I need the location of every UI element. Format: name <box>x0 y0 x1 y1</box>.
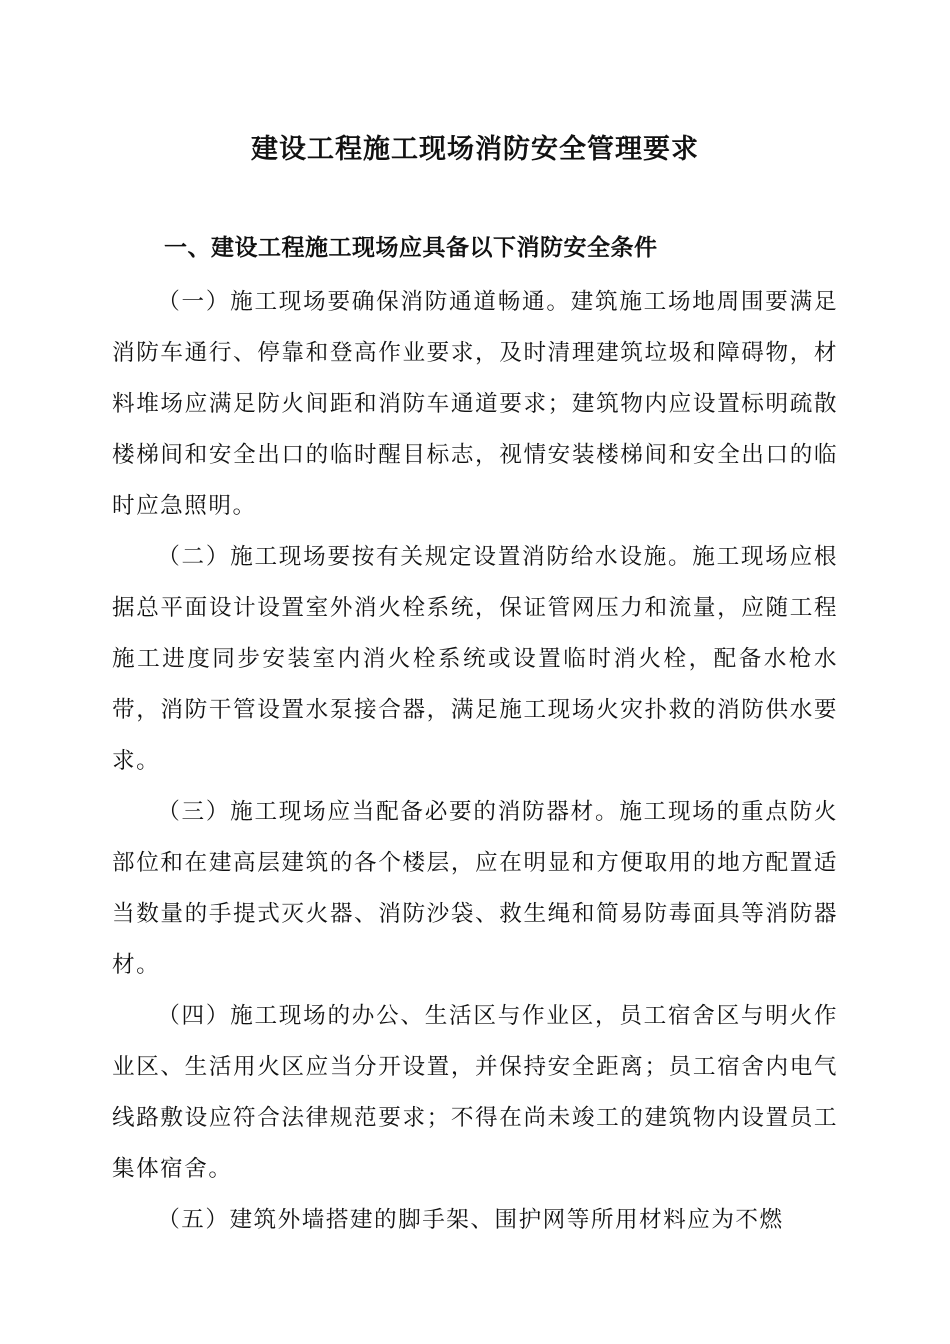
section-heading: 一、建设工程施工现场应具备以下消防安全条件 <box>164 235 658 261</box>
document-title: 建设工程施工现场消防安全管理要求 <box>251 134 699 165</box>
document-body <box>112 277 838 1246</box>
paragraph-2: （二）施工现场要按有关规定设置消防给水设施。施工现场应根据总平面设计设置室外消火栓系统，保证管网压力和流量，应随工程施工进度同步安装室内消火栓系统或设置临时消火栓，配备水枪水带，消防干管设置水泵接合器，满足施工现场火灾扑救的消防供水要求。 <box>112 544 838 774</box>
paragraph-4: （四）施工现场的办公、生活区与作业区，员工宿舍区与明火作业区、生活用火区应当分开设置，并保持安全距离；员工宿舍内电气线路敷设应符合法律规范要求；不得在尚未竣工的建筑物内设置员工集体宿舍。 <box>112 1003 838 1182</box>
paragraph-3: （三）施工现场应当配备必要的消防器材。施工现场的重点防火部位和在建高层建筑的各个楼层，应在明显和方便取用的地方配置适当数量的手提式灭火器、消防沙袋、救生绳和简易防毒面具等消防器材。 <box>112 799 838 978</box>
paragraph-5: （五）建筑外墙搭建的脚手架、围护网等所用材料应为不燃 <box>157 1207 784 1233</box>
paragraph-1: （一）施工现场要确保消防通道畅通。建筑施工场地周围要满足消防车通行、停靠和登高作业要求，及时清理建筑垃圾和障碍物，材料堆场应满足防火间距和消防车通道要求；建筑物内应设置标明疏散楼梯间和安全出口的临时醒目标志，视情安装楼梯间和安全出口的临时应急照明。 <box>112 289 838 519</box>
